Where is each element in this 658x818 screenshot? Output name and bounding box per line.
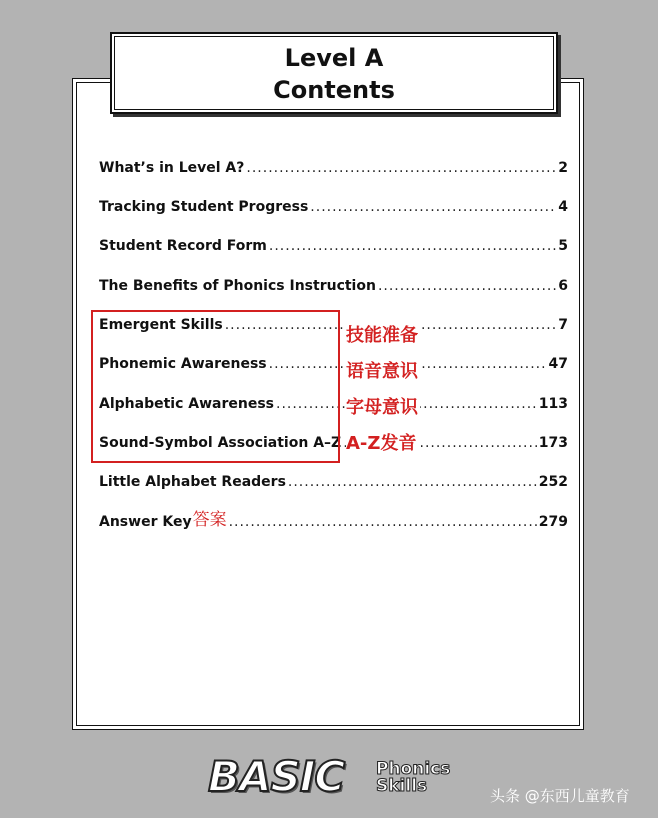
toc-label: Student Record Form [99, 238, 267, 254]
logo-basic-text: BASIC [208, 752, 345, 801]
logo-phonics-text: Phonics [376, 759, 451, 779]
annotation-emergent-skills: 技能准备 [346, 321, 420, 347]
toc-row[interactable] [99, 152, 568, 176]
watermark: 头条 @东西儿童教育 [490, 787, 630, 805]
toc-label: Tracking Student Progress [99, 199, 309, 215]
toc-page-number: 279 [538, 514, 568, 530]
toc-leader-dots [246, 160, 556, 176]
annotation-alphabetic-awareness: 字母意识 [346, 393, 420, 419]
toc-label: What’s in Level A? [99, 160, 245, 176]
toc-leader-dots [378, 278, 556, 294]
title-box [110, 32, 558, 114]
toc-row[interactable] [99, 191, 568, 215]
toc-page-number: 47 [548, 356, 568, 372]
toc-page-number: 6 [558, 278, 568, 294]
toc-page-number: 7 [558, 317, 568, 333]
page-title-level: Level A [284, 44, 384, 72]
toc-page-number: 4 [558, 199, 568, 215]
toc-page-number: 252 [538, 474, 568, 490]
toc-page-number: 2 [558, 160, 568, 176]
toc-page-number: 5 [558, 238, 568, 254]
toc-label: The Benefits of Phonics Instruction [99, 278, 376, 294]
toc-leader-dots [288, 474, 537, 490]
toc-label: Alphabetic Awareness [99, 396, 274, 412]
toc-row[interactable] [99, 230, 568, 254]
toc-leader-dots [269, 238, 556, 254]
toc-label: Phonemic Awareness [99, 356, 267, 372]
toc-row[interactable] [99, 506, 568, 530]
toc-row[interactable] [99, 466, 568, 490]
toc-label: Emergent Skills [99, 317, 223, 333]
toc-page-number: 113 [538, 396, 568, 412]
toc-row[interactable] [99, 270, 568, 294]
basic-phonics-skills-logo [208, 752, 478, 802]
logo-skills-text: Skills [376, 776, 428, 796]
annotation-highlight-box [91, 310, 340, 463]
toc-label: Answer Key [99, 514, 192, 530]
toc-leader-dots [310, 199, 556, 215]
page-title-contents: Contents [273, 76, 395, 104]
annotation-answer-key: 答案 [192, 510, 227, 530]
toc-page-number: 173 [538, 435, 568, 451]
annotation-sound-symbol: A-Z发音 [346, 429, 418, 455]
toc-label: Little Alphabet Readers [99, 474, 286, 490]
toc-label: Sound-Symbol Association A–Z [99, 435, 342, 451]
annotation-phonemic-awareness: 语音意识 [346, 357, 420, 383]
toc-leader-dots [229, 514, 537, 530]
